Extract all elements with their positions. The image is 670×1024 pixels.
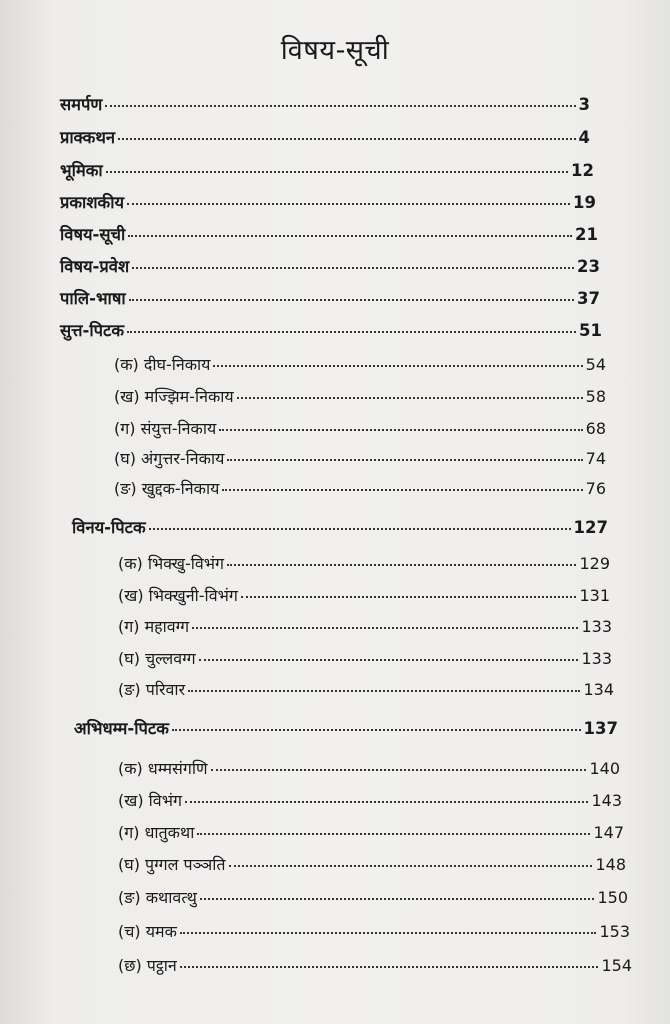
dot-leader — [199, 659, 579, 661]
entry-label: (ग) महावग्ग — [118, 617, 190, 636]
dot-leader — [200, 898, 595, 900]
entry-label: (घ) अंगुत्तर-निकाय — [114, 449, 225, 468]
dot-leader — [127, 331, 576, 333]
dot-leader — [229, 865, 593, 867]
toc-subentry — [118, 647, 612, 669]
dot-leader — [132, 267, 574, 269]
toc-subentry — [114, 385, 606, 407]
dot-leader — [172, 729, 581, 731]
dot-leader — [237, 397, 583, 399]
entry-label: (ख) विभंग — [118, 791, 182, 810]
entry-page: 58 — [585, 387, 606, 406]
entry-label: प्रकाशकीय — [60, 193, 125, 212]
toc-subentry — [118, 920, 630, 942]
entry-label: (क) धम्मसंगणि — [118, 759, 208, 778]
entry-page: 131 — [579, 586, 610, 605]
entry-label: (ख) मज्झिम-निकाय — [114, 387, 234, 406]
entry-page: 37 — [577, 289, 600, 308]
dot-leader — [188, 690, 580, 692]
toc-subentry — [118, 789, 622, 811]
entry-page: 153 — [599, 922, 630, 941]
entry-label: (ङ) कथावत्थु — [118, 888, 197, 907]
dot-leader — [185, 801, 588, 803]
entry-page: 148 — [595, 855, 626, 874]
entry-label: (ङ) खुद्दक-निकाय — [114, 479, 220, 498]
entry-label: (ग) संयुत्त-निकाय — [114, 419, 217, 438]
dot-leader — [180, 966, 599, 968]
dot-leader — [129, 299, 574, 301]
dot-leader — [105, 105, 575, 107]
entry-page: 150 — [597, 888, 628, 907]
section-label: अभिधम्म-पिटक — [74, 719, 169, 738]
toc-subentry — [114, 417, 606, 439]
section-label: विनय-पिटक — [72, 518, 146, 537]
toc-subentry — [118, 886, 628, 908]
entry-label: (छ) पट्ठान — [118, 956, 177, 975]
entry-label: (घ) चुल्लवग्ग — [118, 649, 196, 668]
entry-page: 154 — [601, 956, 632, 975]
entry-page: 68 — [585, 419, 606, 438]
dot-leader — [241, 596, 577, 598]
entry-page: 140 — [589, 759, 620, 778]
entry-page: 21 — [575, 225, 598, 244]
section-page: 137 — [583, 719, 618, 738]
entry-page: 54 — [585, 355, 606, 374]
dot-leader — [213, 365, 582, 367]
dot-leader — [227, 459, 582, 461]
entry-label: (ख) भिक्खुनी-विभंग — [118, 586, 238, 605]
section-label: सुत्त-पिटक — [60, 321, 125, 340]
entry-label: (च) यमक — [118, 922, 177, 941]
entry-page: 3 — [578, 95, 590, 114]
entry-page: 143 — [591, 791, 622, 810]
entry-page: 12 — [571, 161, 594, 180]
entry-page: 23 — [577, 257, 600, 276]
toc-subentry — [118, 954, 632, 976]
section-page: 127 — [573, 518, 608, 537]
section-heading-sutta — [60, 318, 602, 341]
section-page: 51 — [579, 321, 602, 340]
entry-page: 4 — [578, 128, 590, 147]
entry-label: (घ) पुग्गल पञ्ञति — [118, 855, 226, 874]
section-heading-abhidhamma — [74, 716, 618, 739]
entry-label: (ङ) परिवार — [118, 680, 186, 699]
toc-subentry — [114, 447, 606, 469]
section-heading-vinaya — [72, 515, 608, 538]
dot-leader — [211, 769, 587, 771]
toc-subentry — [118, 821, 624, 843]
dot-leader — [149, 528, 571, 530]
toc-subentry — [118, 552, 610, 574]
dot-leader — [128, 235, 572, 237]
entry-page: 134 — [583, 680, 614, 699]
entry-page: 147 — [593, 823, 624, 842]
dot-leader — [222, 489, 582, 491]
toc-subentry — [118, 757, 620, 779]
toc-entry — [60, 190, 596, 213]
dot-leader — [192, 627, 578, 629]
entry-label: विषय-प्रवेश — [60, 257, 130, 276]
entry-label: भूमिका — [60, 161, 103, 180]
toc-entry — [60, 222, 598, 245]
page-title: विषय-सूची — [280, 35, 390, 66]
dot-leader — [127, 203, 570, 205]
entry-label: (क) दीघ-निकाय — [114, 355, 211, 374]
entry-label: (ग) धातुकथा — [118, 823, 195, 842]
toc-subentry — [114, 477, 606, 499]
dot-leader — [227, 564, 576, 566]
entry-page: 129 — [579, 554, 610, 573]
entry-label: विषय-सूची — [60, 225, 126, 244]
entry-label: (क) भिक्खु-विभंग — [118, 554, 225, 573]
entry-page: 76 — [585, 479, 606, 498]
entry-page: 133 — [581, 617, 612, 636]
toc-subentry — [118, 678, 614, 700]
toc-subentry — [118, 615, 612, 637]
dot-leader — [180, 932, 597, 934]
entry-page: 133 — [581, 649, 612, 668]
entry-label: समर्पण — [60, 95, 103, 114]
toc-subentry — [118, 584, 610, 606]
toc-entry — [60, 254, 600, 277]
dot-leader — [118, 138, 575, 140]
entry-label: पालि-भाषा — [60, 289, 126, 308]
dot-leader — [219, 429, 582, 431]
entry-page: 19 — [573, 193, 596, 212]
entry-label: प्राक्कथन — [60, 128, 116, 147]
toc-entry — [60, 92, 590, 115]
dot-leader — [106, 171, 568, 173]
entry-page: 74 — [585, 449, 606, 468]
dot-leader — [197, 833, 590, 835]
toc-subentry — [118, 853, 626, 875]
toc-subentry — [114, 353, 606, 375]
toc-entry — [60, 158, 594, 181]
toc-entry — [60, 125, 590, 148]
toc-entry — [60, 286, 600, 309]
